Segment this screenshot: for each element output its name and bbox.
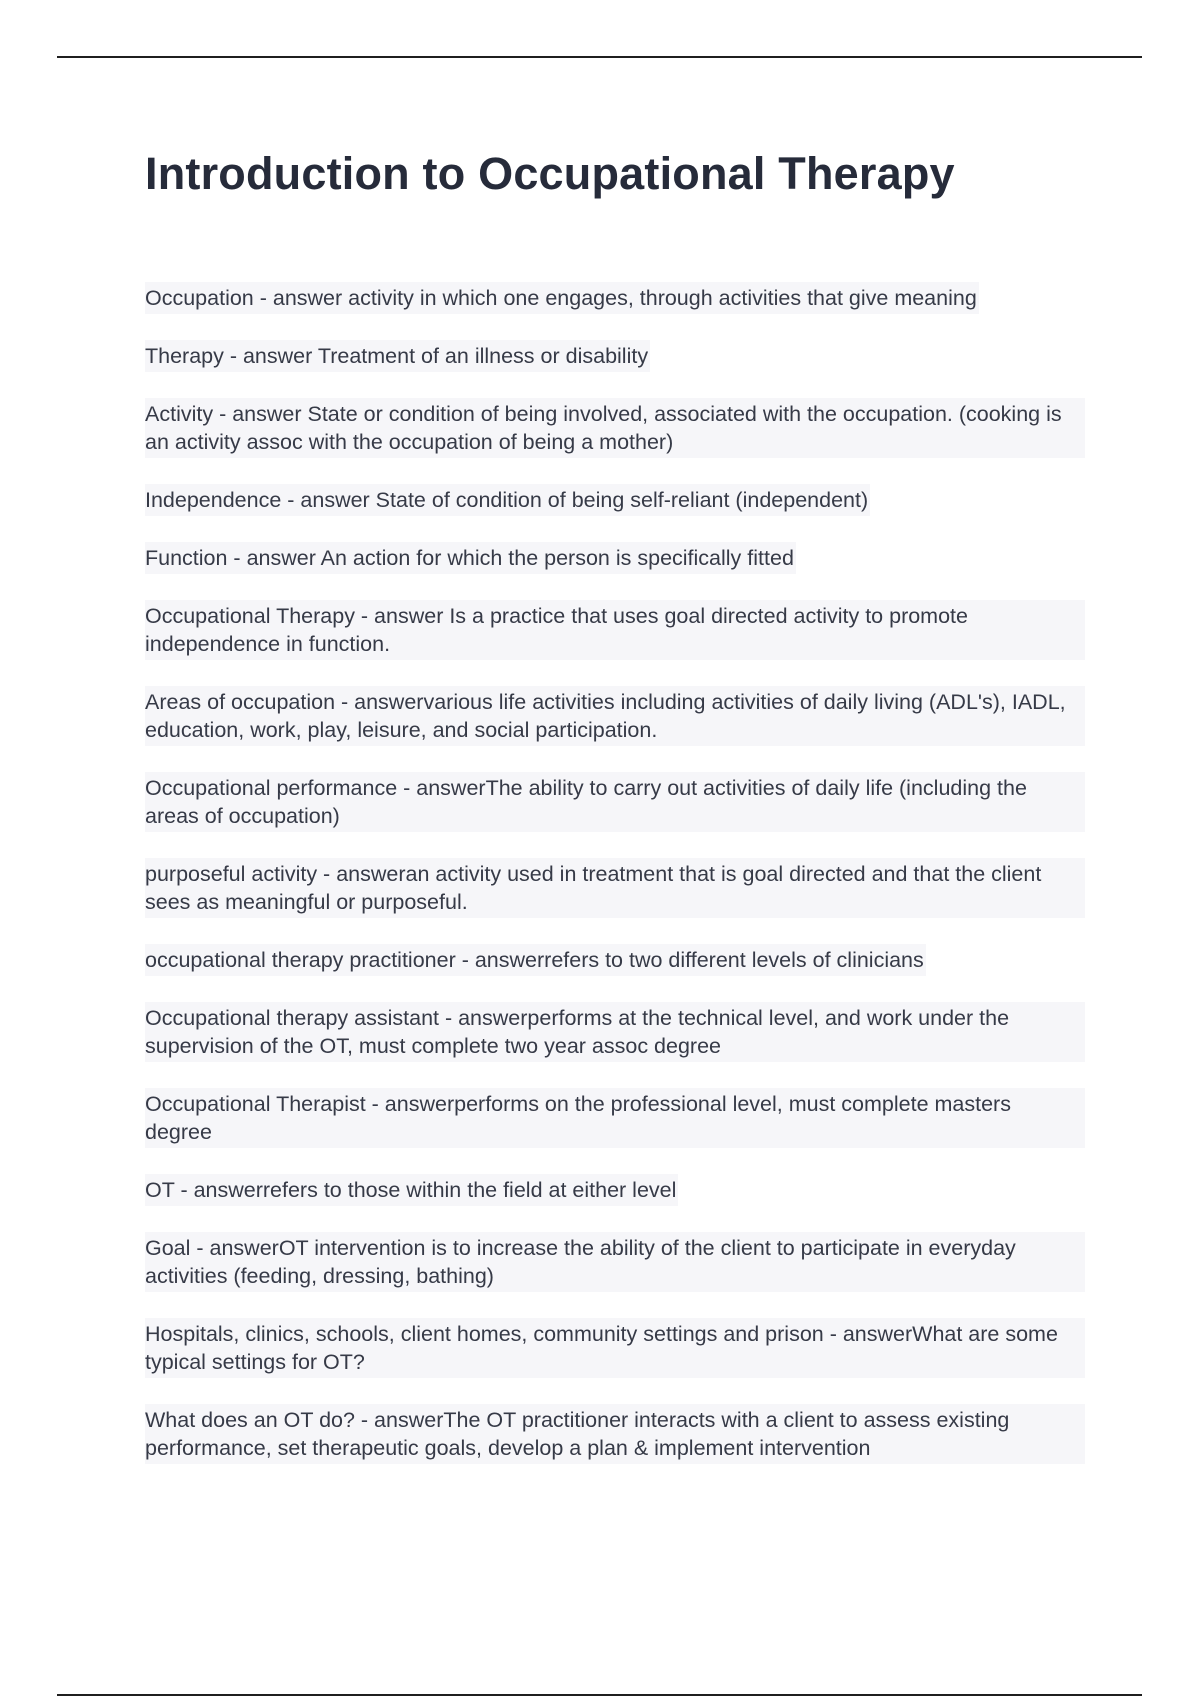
flashcard-entry: Activity - answer State or condition of being involved, associated with the occupation. (cooking is an activity assoc with the occupation of being a mother) — [145, 398, 1085, 458]
flashcard-entry: Areas of occupation - answervarious life activities including activities of daily living (ADL's), IADL, education, work, play, leisure, and social participation. — [145, 686, 1085, 746]
flashcard-entry: Occupational Therapy - answer Is a practice that uses goal directed activity to promote independence in function. — [145, 600, 1085, 660]
flashcard-entry: Occupational performance - answerThe ability to carry out activities of daily life (including the areas of occupation) — [145, 772, 1085, 832]
flashcard-entry: Hospitals, clinics, schools, client homes, community settings and prison - answerWhat are some typical settings for OT? — [145, 1318, 1085, 1378]
flashcard-entry: Independence - answer State of condition of being self-reliant (independent) — [145, 484, 870, 516]
flashcard-entry: Occupation - answer activity in which one engages, through activities that give meaning — [145, 282, 979, 314]
flashcard-entry: Therapy - answer Treatment of an illness or disability — [145, 340, 650, 372]
flashcard-list — [145, 282, 1085, 1490]
page-title: Introduction to Occupational Therapy — [145, 148, 955, 199]
flashcard-entry: occupational therapy practitioner - answerrefers to two different levels of clinicians — [145, 944, 926, 976]
flashcard-entry: purposeful activity - answeran activity used in treatment that is goal directed and that the client sees as meaningful or purposeful. — [145, 858, 1085, 918]
flashcard-entry: Function - answer An action for which the person is specifically fitted — [145, 542, 796, 574]
flashcard-entry: Goal - answerOT intervention is to increase the ability of the client to participate in everyday activities (feeding, dressing, bathing) — [145, 1232, 1085, 1292]
flashcard-entry: What does an OT do? - answerThe OT practitioner interacts with a client to assess existing performance, set therapeutic goals, develop a plan & implement intervention — [145, 1404, 1085, 1464]
flashcard-entry: Occupational Therapist - answerperforms on the professional level, must complete masters degree — [145, 1088, 1085, 1148]
bottom-rule — [57, 1694, 1142, 1696]
flashcard-entry: Occupational therapy assistant - answerperforms at the technical level, and work under the supervision of the OT, must complete two year assoc degree — [145, 1002, 1085, 1062]
top-rule — [57, 56, 1142, 58]
flashcard-entry: OT - answerrefers to those within the field at either level — [145, 1174, 678, 1206]
